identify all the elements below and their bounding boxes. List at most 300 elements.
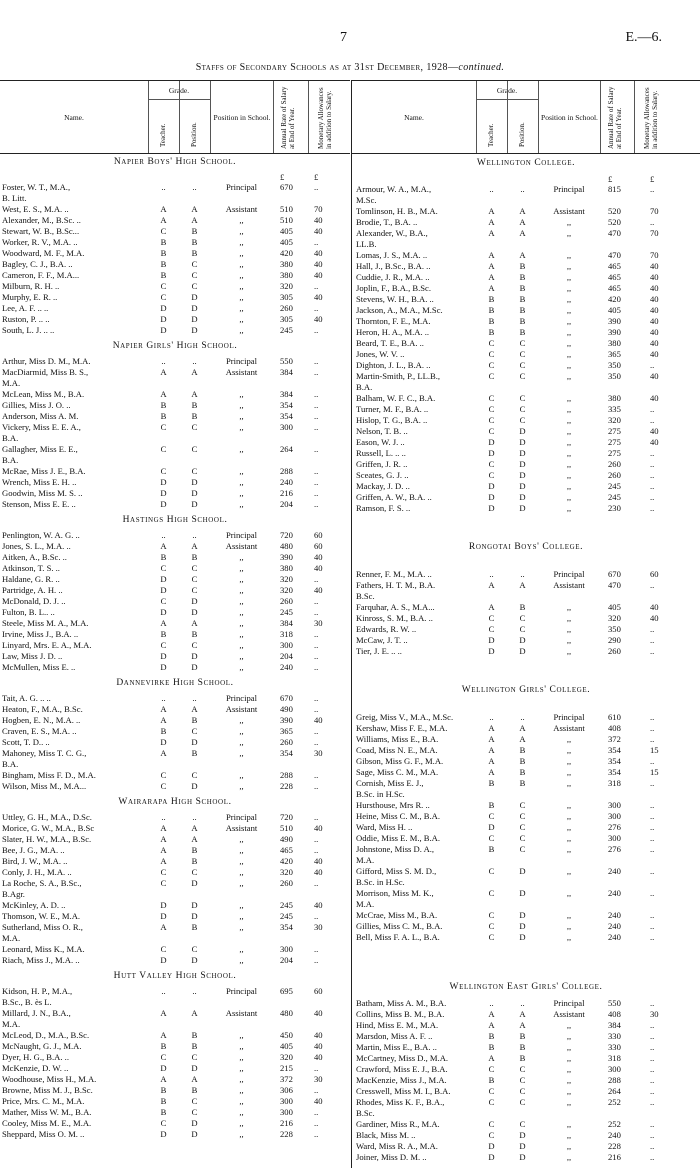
monetary-allowance: 40 (314, 292, 323, 302)
teacher-grade: A (488, 250, 495, 260)
staff-name: B.Sc. (356, 1108, 375, 1118)
monetary-allowance: .. (650, 910, 655, 920)
position-in-school: ,, (566, 833, 572, 843)
salary-currency: £ (280, 172, 285, 182)
table-row (0, 986, 350, 997)
teacher-grade: C (160, 640, 167, 650)
position-in-school: ,, (239, 552, 244, 562)
position-in-school: ,, (239, 248, 244, 258)
teacher-grade: B (160, 270, 167, 280)
header-grade: Grade. (476, 81, 538, 100)
table-row (352, 778, 700, 789)
teacher-grade: A (160, 618, 167, 628)
annual-salary: 390 (608, 316, 621, 326)
monetary-allowance: 40 (314, 1041, 323, 1051)
monetary-allowance: .. (650, 1097, 655, 1107)
monetary-allowance: 40 (650, 294, 659, 304)
position-in-school: ,, (566, 415, 572, 425)
position-grade: B (519, 756, 526, 766)
teacher-grade: C (488, 415, 495, 425)
position-grade: C (519, 844, 526, 854)
teacher-grade: C (488, 360, 495, 370)
position-grade: B (519, 261, 526, 271)
teacher-grade: D (160, 1063, 167, 1073)
position-grade: B (519, 305, 526, 315)
staff-name: Alexander, M., B.Sc. .. (2, 215, 81, 225)
staff-name: B.Sc. in H.Sc. (356, 877, 405, 887)
position-in-school: ,, (566, 305, 572, 315)
header-grade: Grade. (148, 81, 210, 100)
position-grade: .. (520, 998, 525, 1008)
table-row (352, 899, 700, 910)
position-grade: A (519, 228, 526, 238)
monetary-allowance: .. (314, 281, 319, 291)
monetary-allowance: .. (650, 503, 655, 513)
position-grade: B (191, 715, 198, 725)
staff-name: Griffen, J. R. .. (356, 459, 408, 469)
position-in-school: ,, (239, 215, 244, 225)
annual-salary: 276 (608, 844, 621, 854)
position-grade: C (191, 281, 198, 291)
position-in-school: ,, (239, 737, 244, 747)
teacher-grade: A (488, 261, 495, 271)
annual-salary: 405 (608, 305, 621, 315)
staff-name: Alexander, W., B.A., (356, 228, 428, 238)
section-heading: Napier Boys' High School. (113, 157, 237, 167)
annual-salary: 380 (608, 393, 621, 403)
position-grade: D (519, 437, 526, 447)
position-grade: C (191, 574, 198, 584)
monetary-allowance: .. (314, 303, 319, 313)
table-row (0, 867, 350, 878)
monetary-allowance: .. (650, 822, 655, 832)
staff-name: Heaton, F., M.A., B.Sc. (2, 704, 83, 714)
position-in-school: ,, (239, 237, 244, 247)
position-in-school: ,, (566, 426, 572, 436)
position-in-school: ,, (239, 226, 244, 236)
teacher-grade: B (488, 1075, 495, 1085)
position-grade: C (519, 613, 526, 623)
position-in-school: ,, (239, 629, 244, 639)
position-grade: A (519, 734, 526, 744)
position-in-school: ,, (566, 492, 572, 502)
staff-name: Steele, Miss M. A., M.A. (2, 618, 89, 628)
teacher-grade: A (488, 580, 495, 590)
position-grade: D (191, 955, 198, 965)
position-in-school: ,, (239, 499, 244, 509)
position-in-school: ,, (566, 800, 572, 810)
annual-salary: 240 (608, 866, 621, 876)
page-title (0, 62, 700, 73)
section-heading: Napier Girls' High School. (112, 341, 238, 351)
right-column (352, 152, 700, 1176)
annual-salary: 300 (608, 800, 621, 810)
annual-salary: 228 (280, 1129, 293, 1139)
monetary-allowance: .. (650, 778, 655, 788)
staff-name: Heine, Miss C. M., B.A. (356, 811, 441, 821)
teacher-grade: C (488, 404, 495, 414)
position-in-school: ,, (239, 944, 244, 954)
position-in-school: ,, (239, 922, 244, 932)
teacher-grade: D (160, 499, 167, 509)
staff-name: B.A. (2, 455, 19, 465)
teacher-grade: D (488, 481, 495, 491)
position-in-school: ,, (239, 911, 244, 921)
annual-salary: 228 (608, 1141, 621, 1151)
teacher-grade: C (488, 833, 495, 843)
table-row (352, 932, 700, 943)
teacher-grade: A (160, 823, 167, 833)
position-in-school: ,, (239, 1063, 244, 1073)
position-in-school: ,, (566, 327, 572, 337)
table-row (352, 261, 700, 272)
table-row (0, 204, 350, 215)
table-row (352, 998, 700, 1009)
annual-salary: 245 (280, 911, 293, 921)
position-grade: C (191, 259, 198, 269)
annual-salary: 260 (608, 459, 621, 469)
table-row (352, 1075, 700, 1086)
position-in-school: ,, (239, 781, 244, 791)
position-in-school: ,, (239, 1052, 244, 1062)
table-row (352, 580, 700, 591)
monetary-allowance: .. (314, 834, 319, 844)
table-row (0, 422, 350, 433)
staff-name: Slater, H. W., M.A., B.Sc. (2, 834, 92, 844)
position-grade: B (191, 411, 198, 421)
position-grade: D (519, 481, 526, 491)
staff-name: Balham, W. F. C., B.A. (356, 393, 436, 403)
teacher-grade: B (488, 844, 495, 854)
table-row (0, 900, 350, 911)
table-row (0, 400, 350, 411)
teacher-grade: D (160, 737, 167, 747)
staff-name: Rhodes, Miss K. F., B.A., (356, 1097, 445, 1107)
staff-name: Armour, W. A., M.A., (356, 184, 432, 194)
staff-name: Stewart, W. B., B.Sc... (2, 226, 80, 236)
monetary-allowance: .. (650, 1119, 655, 1129)
teacher-grade: D (488, 822, 495, 832)
monetary-allowance: 40 (650, 602, 659, 612)
position-in-school: ,, (566, 646, 572, 656)
position-in-school: ,, (566, 1130, 572, 1140)
teacher-grade: B (160, 411, 167, 421)
position-grade: C (519, 415, 526, 425)
table-row (0, 944, 350, 955)
monetary-allowance: .. (650, 1031, 655, 1041)
monetary-allowance: .. (650, 1141, 655, 1151)
staff-name: Williams, Miss E., B.A. (356, 734, 439, 744)
position-in-school: ,, (566, 217, 572, 227)
staff-name: Collins, Miss B. M., B.A. (356, 1009, 445, 1019)
teacher-grade: .. (489, 712, 494, 722)
position-in-school: ,, (566, 448, 572, 458)
staff-name: Penlington, W. A. G. .. (2, 530, 80, 540)
staff-name: MacKenzie, Miss J., M.A. (356, 1075, 447, 1085)
monetary-allowance: .. (650, 921, 655, 931)
teacher-grade: C (160, 292, 167, 302)
staff-name: Browne, Miss M. J., B.Sc. (2, 1085, 93, 1095)
position-grade: A (191, 704, 198, 714)
annual-salary: 420 (280, 856, 293, 866)
position-in-school: ,, (239, 477, 244, 487)
monetary-allowance: .. (314, 911, 319, 921)
monetary-allowance: .. (650, 415, 655, 425)
teacher-grade: .. (161, 986, 166, 996)
table-row (0, 704, 350, 715)
teacher-grade: C (488, 1086, 495, 1096)
annual-salary: 240 (608, 921, 621, 931)
position-in-school: ,, (239, 596, 244, 606)
monetary-allowance: 40 (314, 867, 323, 877)
teacher-grade: A (488, 272, 495, 282)
monetary-allowance: .. (650, 470, 655, 480)
annual-salary: 275 (608, 426, 621, 436)
table-row (0, 1096, 350, 1107)
teacher-grade: D (488, 1141, 495, 1151)
table-row (0, 1052, 350, 1063)
staff-name: Murphy, E. R. .. (2, 292, 58, 302)
position-grade: A (519, 206, 526, 216)
teacher-grade: B (488, 305, 495, 315)
table-row (0, 933, 350, 944)
teacher-grade: C (160, 226, 167, 236)
staff-name: Fathers, H. T. M., B.A. (356, 580, 436, 590)
annual-salary: 372 (608, 734, 621, 744)
table-row (352, 217, 700, 228)
table-row (0, 367, 350, 378)
position-grade: C (519, 1075, 526, 1085)
position-in-school: ,, (239, 651, 244, 661)
teacher-grade: B (160, 1085, 167, 1095)
position-grade: D (191, 651, 198, 661)
teacher-grade: D (488, 646, 495, 656)
monetary-allowance: 40 (650, 283, 659, 293)
position-grade: D (191, 1118, 198, 1128)
monetary-allowance: 15 (650, 745, 659, 755)
position-grade: B (519, 602, 526, 612)
monetary-allowance: 60 (314, 986, 323, 996)
table-row (0, 1041, 350, 1052)
teacher-grade: B (160, 552, 167, 562)
staff-name: Jones, W. V. .. (356, 349, 405, 359)
monetary-allowance: .. (314, 607, 319, 617)
table-row (352, 756, 700, 767)
table-row (0, 303, 350, 314)
teacher-grade: A (488, 767, 495, 777)
staff-name: Lomas, J. S., M.A. .. (356, 250, 428, 260)
monetary-allowance: 70 (314, 204, 323, 214)
staff-name: Irvine, Miss J., B.A. .. (2, 629, 79, 639)
table-row (352, 602, 700, 613)
annual-salary: 350 (608, 371, 621, 381)
staff-name: Lee, A. F. .. .. (2, 303, 49, 313)
monetary-allowance: 40 (314, 1030, 323, 1040)
position-grade: B (191, 248, 198, 258)
staff-name: Scott, T. D.. .. (2, 737, 50, 747)
position-in-school: ,, (566, 1075, 572, 1085)
position-grade: C (519, 624, 526, 634)
teacher-grade: C (488, 371, 495, 381)
table-row (0, 499, 350, 510)
position-grade: .. (192, 986, 197, 996)
staff-name: Foster, W. T., M.A., (2, 182, 71, 192)
position-grade: C (191, 270, 198, 280)
teacher-grade: C (488, 470, 495, 480)
position-grade: D (519, 1141, 526, 1151)
monetary-allowance: .. (650, 998, 655, 1008)
header-position: Position. (518, 122, 526, 147)
table-row (0, 1107, 350, 1118)
header-annual-rate (600, 81, 634, 153)
staff-name: Cresswell, Miss M. I., B.A. (356, 1086, 451, 1096)
monetary-allowance: .. (314, 422, 319, 432)
annual-salary: 490 (280, 834, 293, 844)
header-name: Name. (404, 112, 424, 122)
position-in-school: Principal (553, 712, 585, 722)
position-in-school: ,, (239, 574, 244, 584)
currency-row (352, 174, 700, 184)
teacher-grade: C (160, 422, 167, 432)
teacher-grade: .. (161, 356, 166, 366)
monetary-allowance: .. (650, 866, 655, 876)
position-grade: .. (520, 712, 525, 722)
table-row (352, 1009, 700, 1020)
teacher-grade: B (488, 778, 495, 788)
teacher-grade: A (488, 602, 495, 612)
position-grade: B (519, 767, 526, 777)
teacher-grade: B (160, 1107, 167, 1117)
staff-name: Wilson, Miss M., M.A... (2, 781, 87, 791)
monetary-allowance: .. (650, 833, 655, 843)
allowance-currency: £ (314, 172, 319, 182)
teacher-grade: D (160, 955, 167, 965)
staff-name: Renner, F. M., M.A. .. (356, 569, 432, 579)
position-grade: A (519, 580, 526, 590)
annual-salary: 480 (280, 1008, 293, 1018)
position-grade: C (519, 371, 526, 381)
teacher-grade: C (160, 444, 167, 454)
position-in-school: ,, (566, 360, 572, 370)
annual-salary: 240 (608, 932, 621, 942)
annual-salary: 465 (280, 845, 293, 855)
monetary-allowance: .. (650, 1042, 655, 1052)
monetary-allowance: 40 (314, 1052, 323, 1062)
teacher-grade: B (488, 800, 495, 810)
position-grade: B (519, 283, 526, 293)
teacher-grade: A (488, 745, 495, 755)
teacher-grade: B (488, 316, 495, 326)
staff-name: M.A. (2, 378, 21, 388)
monetary-allowance: .. (314, 878, 319, 888)
teacher-grade: C (160, 878, 167, 888)
staff-name: Bell, Miss F. A. L., B.A. (356, 932, 440, 942)
position-grade: B (191, 1085, 198, 1095)
staff-name: Gillies, Miss C. M., B.A. (356, 921, 443, 931)
currency-row (0, 172, 350, 182)
table-row (0, 270, 350, 281)
monetary-allowance: .. (314, 444, 319, 454)
annual-salary: 260 (280, 303, 293, 313)
position-in-school: ,, (566, 272, 572, 282)
monetary-allowance: 40 (650, 338, 659, 348)
teacher-grade: D (488, 635, 495, 645)
table-row (352, 294, 700, 305)
table-row (352, 415, 700, 426)
monetary-allowance: 30 (314, 922, 323, 932)
table-row (0, 889, 350, 900)
monetary-allowance: .. (650, 646, 655, 656)
staff-name: Sage, Miss C. M., M.A. (356, 767, 439, 777)
monetary-allowance: .. (650, 492, 655, 502)
position-grade: C (191, 466, 198, 476)
position-grade: A (519, 1020, 526, 1030)
table-row (0, 433, 350, 444)
position-grade: C (519, 1119, 526, 1129)
position-grade: C (519, 800, 526, 810)
monetary-allowance: .. (314, 499, 319, 509)
teacher-grade: D (160, 1129, 167, 1139)
teacher-grade: C (488, 459, 495, 469)
annual-salary: 288 (608, 1075, 621, 1085)
table-row (352, 591, 700, 602)
monetary-allowance: .. (314, 1129, 319, 1139)
staff-name: Marsdon, Miss A. F. .. (356, 1031, 433, 1041)
table-header-right (352, 80, 700, 154)
position-in-school: ,, (566, 437, 572, 447)
position-grade: D (191, 477, 198, 487)
table-row (0, 662, 350, 673)
position-grade: C (519, 338, 526, 348)
table-row (352, 503, 700, 514)
staff-name: Craven, E. S., M.A. .. (2, 726, 77, 736)
teacher-grade: A (160, 367, 167, 377)
position-in-school: ,, (566, 1141, 572, 1151)
position-grade: .. (192, 356, 197, 366)
table-row (0, 356, 350, 367)
table-row (352, 855, 700, 866)
position-in-school: ,, (566, 1097, 572, 1107)
teacher-grade: C (160, 1052, 167, 1062)
teacher-grade: .. (489, 569, 494, 579)
position-grade: .. (192, 530, 197, 540)
position-grade: .. (192, 693, 197, 703)
position-in-school: ,, (566, 503, 572, 513)
annual-salary: 204 (280, 651, 293, 661)
position-in-school: Assistant (225, 541, 258, 551)
table-row (352, 239, 700, 250)
position-grade: D (519, 910, 526, 920)
monetary-allowance: .. (650, 888, 655, 898)
annual-salary: 204 (280, 499, 293, 509)
table-row (0, 759, 350, 770)
teacher-grade: C (160, 281, 167, 291)
position-in-school: ,, (566, 921, 572, 931)
annual-salary: 240 (280, 662, 293, 672)
table-row (0, 411, 350, 422)
position-grade: B (191, 629, 198, 639)
position-in-school: ,, (566, 1152, 572, 1162)
header-allowances-text: Monetary Allowances in addition to Salary. (317, 87, 333, 149)
teacher-grade: A (488, 206, 495, 216)
staff-name: Mackay, J. D. .. (356, 481, 410, 491)
position-in-school: ,, (566, 767, 572, 777)
spacer (352, 701, 700, 712)
teacher-grade: A (160, 748, 167, 758)
annual-salary: 390 (280, 715, 293, 725)
position-in-school: ,, (566, 1119, 572, 1129)
annual-salary: 275 (608, 437, 621, 447)
